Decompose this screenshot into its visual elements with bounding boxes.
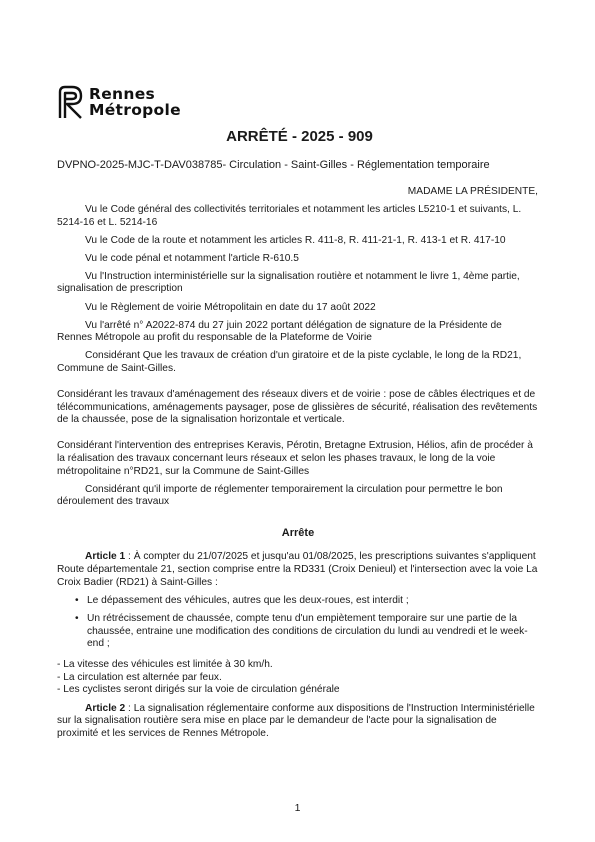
document-reference: DVPNO-2025-MJC-T-DAV038785- Circulation - Saint-Gilles - Réglementation temporaire	[57, 159, 490, 171]
considerant-1: Considérant les travaux d'aménagement des réseaux divers et de voirie : pose de câbles électriques et de télécommunications, aménagements paysager, pose de glissières de sécurité, réalisation des revêtements de la chaussée, pose de la signalisation horizontale et verticale.	[57, 389, 538, 426]
bullet-item: • Un rétrécissement de chaussée, compte tenu d'un empiètement temporaire sur une partie de la chaussée, entraine une modification des conditions de circulation du lundi au vendredi et le week-end ;	[57, 613, 539, 651]
visa-3: Vu le code pénal et notamment l'article R-610.5	[85, 252, 299, 264]
article-2-label: Article 2	[85, 702, 126, 714]
document-title	[0, 128, 595, 146]
considerant-final: Considérant qu'il importe de réglementer temporairement la circulation pour permettre le bon déroulement des travaux	[57, 483, 503, 508]
article-1-text: : À compter du 21/07/2025 et jusqu'au 01/08/2025, les prescriptions suivantes s'appliquent Route départementale 21, section comprise entre la RD331 (Croix Denieul) et l'intersection avec la voie La Croix Badier (RD21) à Saint-Gilles :	[57, 551, 538, 588]
arrete-heading: Arrête	[281, 526, 315, 539]
visa-1: Vu le Code général des collectivités territoriales et notamment les articles L5210-1 et suivants, L. 5214-16 et L. 5214-16	[57, 204, 522, 228]
dash-item: - La circulation est alternée par feux.	[57, 671, 222, 683]
article-2	[57, 703, 539, 741]
logo-wordmark	[89, 86, 181, 118]
article-1-bullets	[57, 595, 539, 651]
dash-item: - La vitesse des véhicules est limitée à 30 km/h.	[57, 659, 273, 671]
visa-5: Vu le Règlement de voirie Métropolitain en date du 17 août 2022	[85, 301, 376, 313]
visa-2: Vu le Code de la route et notamment les articles R. 411-8, R. 411-21-1, R. 413-1 et R. 417-10	[85, 234, 506, 246]
title-text: ARRÊTÉ - 2025 - 909	[226, 128, 373, 145]
bullet-item: • Le dépassement des véhicules, autres que les deux-roues, est interdit ;	[57, 595, 539, 608]
addressee: MADAME LA PRÉSIDENTE,	[407, 186, 538, 197]
article-1	[57, 551, 539, 589]
article-2-text: : La signalisation réglementaire conforme aux dispositions de l'Instruction Interministérielle sur la signalisation routière sera mise en place par le demandeur de l'acte pour la signalisation de proximité et les services de Rennes Métropole.	[57, 702, 535, 739]
considerant-2: Considérant l'intervention des entreprises Keravis, Pérotin, Bretagne Extrusion, Hélios, afin de procéder à la réalisation des travaux concernant leurs réseaux et selon les phases travaux, le long de la voie métropolitaine n°RD21, sur la Commune de Saint-Gilles	[57, 440, 533, 477]
rennes-metropole-logo	[57, 82, 227, 122]
article-1-label: Article 1	[85, 551, 126, 563]
visa-7: Considérant Que les travaux de création d'un giratoire et de la piste cyclable, le long de la RD21, Commune de Saint-Gilles.	[57, 350, 522, 374]
rennes-r-logo-icon	[57, 84, 85, 120]
logo-line-2: Métropole	[89, 101, 181, 119]
visa-6: Vu l'arrêté n° A2022-874 du 27 juin 2022 portant délégation de signature de la Présidente de Rennes Métropole au profit du responsable de la Plateforme de Voirie	[57, 319, 502, 344]
document-body	[57, 204, 539, 746]
logo-line-1: Rennes	[89, 85, 156, 103]
visa-4: Vu l'Instruction interministérielle sur la signalisation routière et notamment le livre 1, 4ème partie, signalisation de prescription	[57, 270, 520, 295]
page-number: 1	[294, 802, 301, 814]
dash-item: - Les cyclistes seront dirigés sur la voie de circulation générale	[57, 684, 340, 696]
